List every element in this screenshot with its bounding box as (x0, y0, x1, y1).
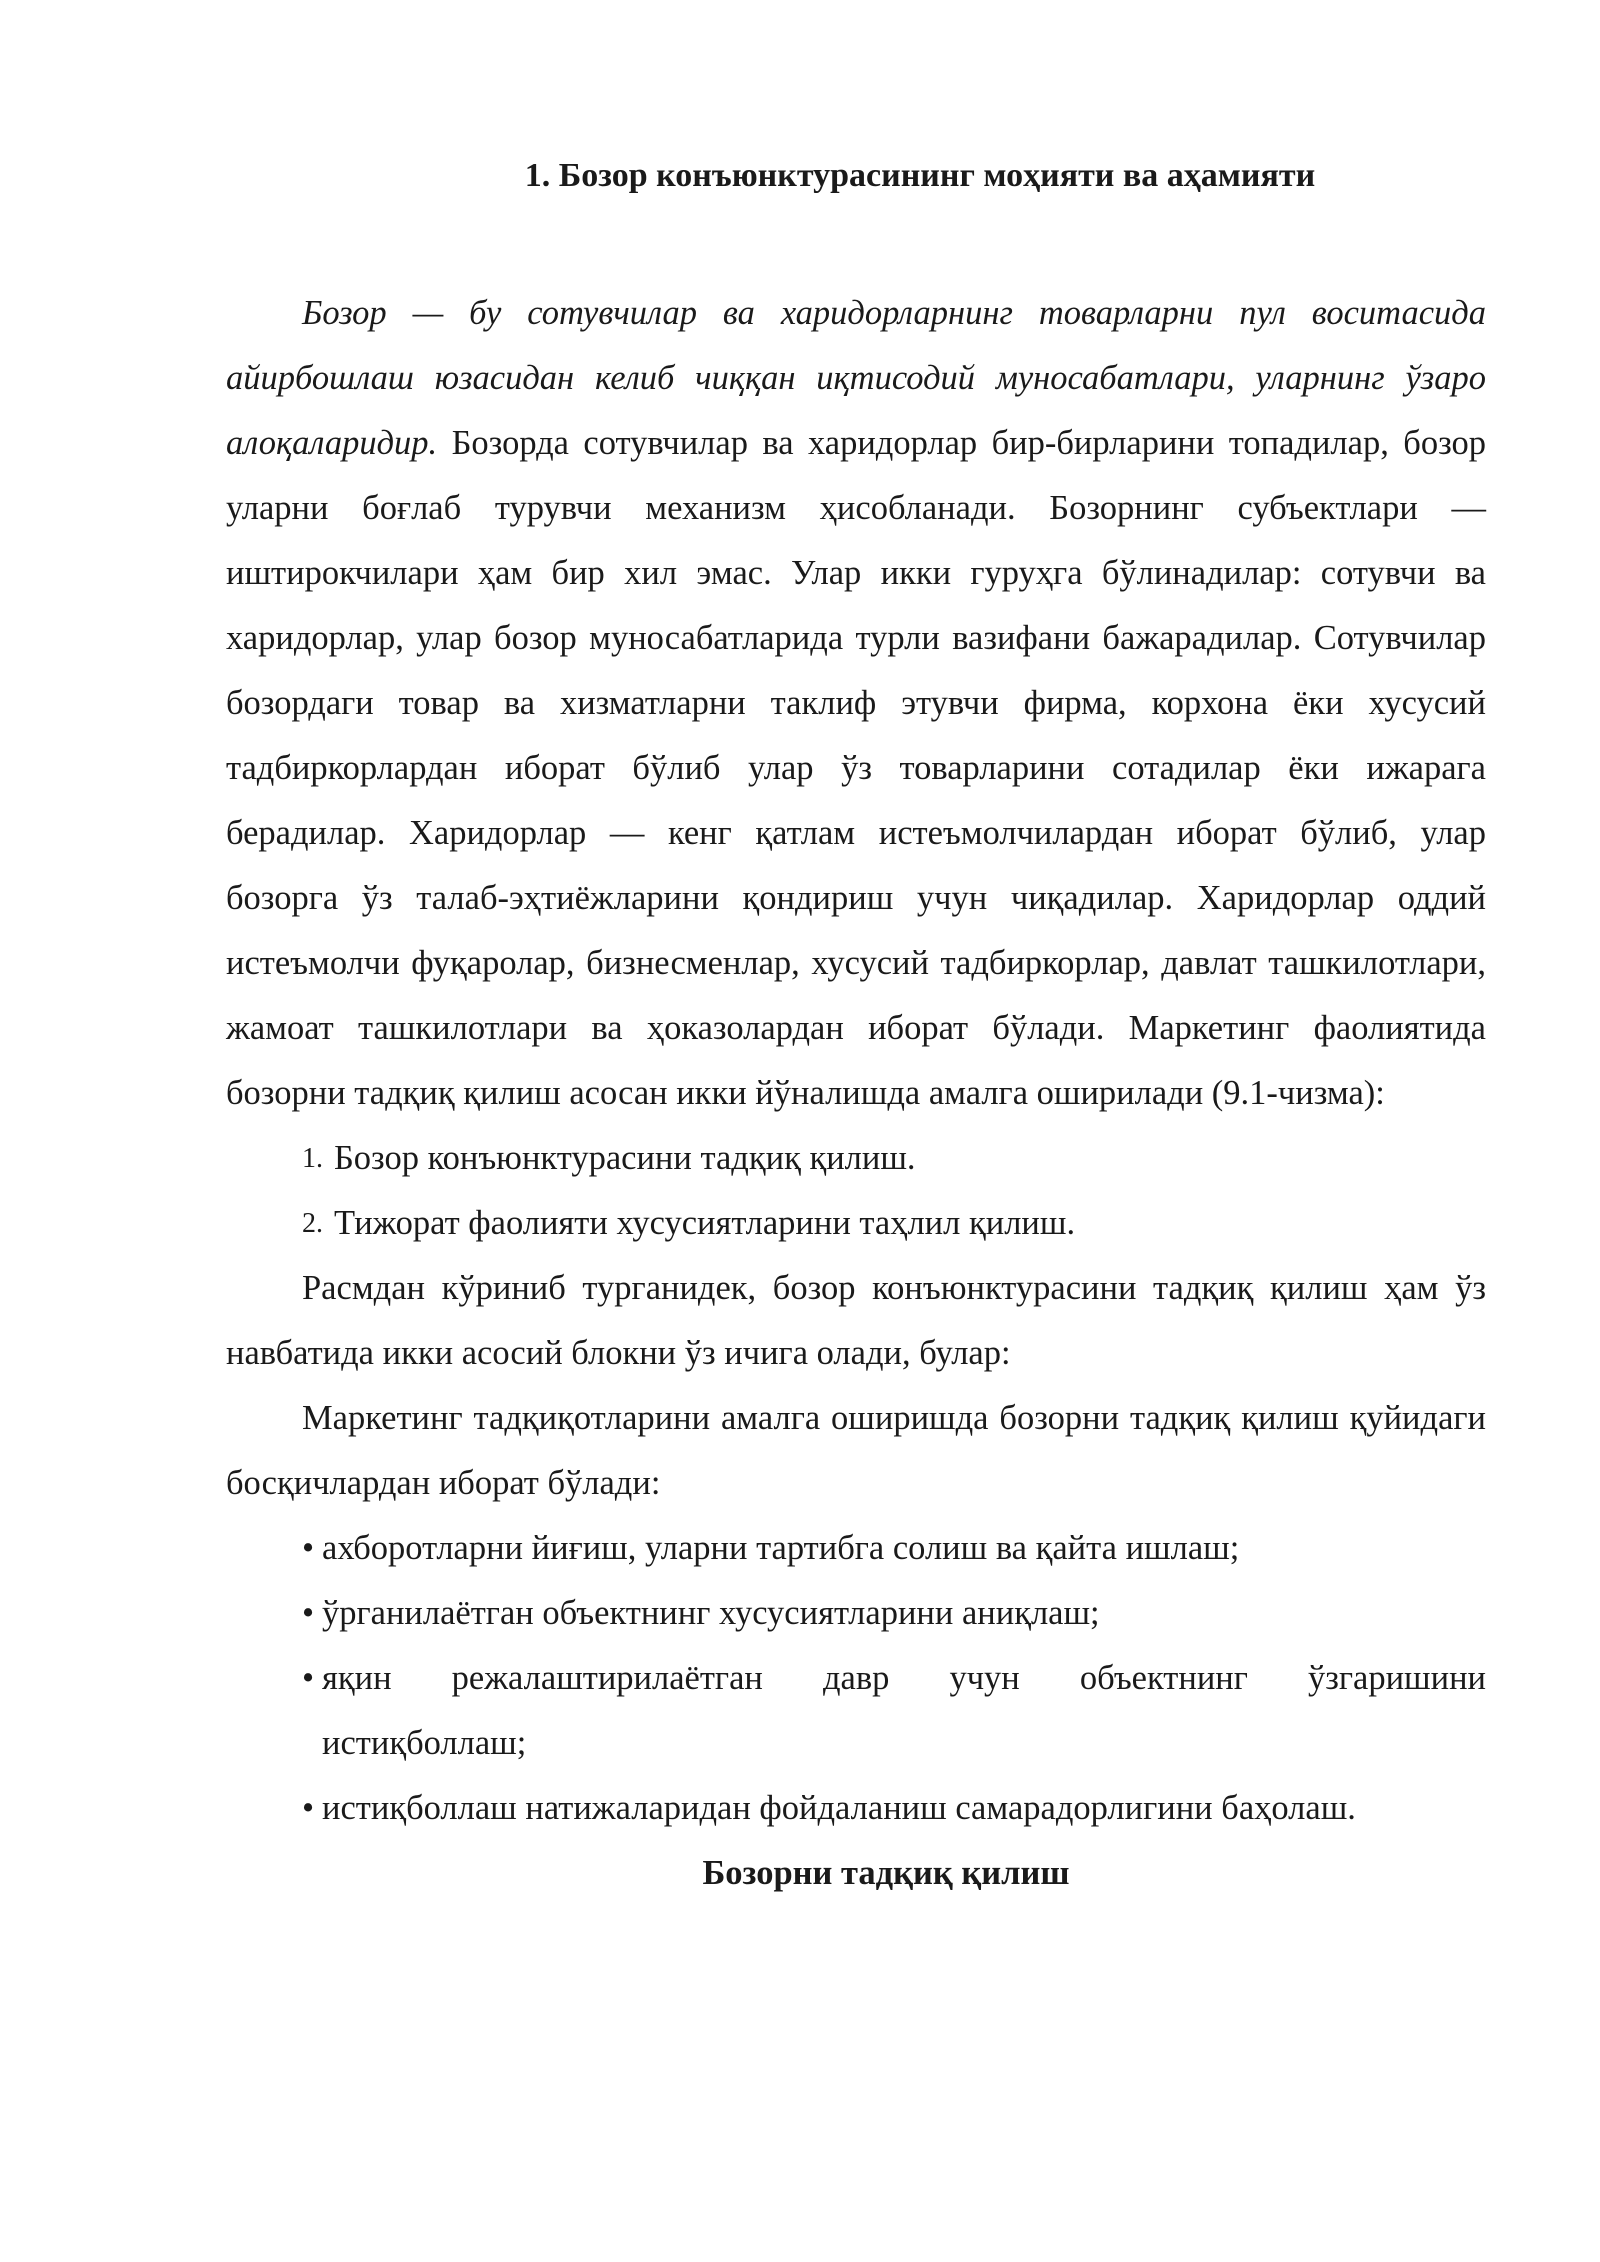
list-item-text: Тижорат фаолияти хусусиятларини таҳлил қилиш. (334, 1204, 1076, 1242)
bullet-icon: • (302, 1789, 315, 1827)
paragraph-research-stages: Маркетинг тадқиқотларини амалга оширишда бозорни тадқиқ қилиш қуйидаги босқичлардан иборат бўлади: (226, 1399, 1486, 1502)
list-item-text: Бозор конъюнктурасини тадқиқ қилиш. (334, 1139, 916, 1177)
bullet-icon: • (302, 1594, 315, 1632)
bullet-item-text: ўрганилаётган объектнинг хусусиятларини аниқлаш; (322, 1594, 1100, 1632)
list-item (302, 1126, 1486, 1191)
document-body (226, 281, 1486, 1906)
bullet-item (302, 1646, 1486, 1711)
paragraph-figure-note: Расмдан кўриниб турганидек, бозор конъюнктурасини тадқиқ қилиш ҳам ўз навбатида икки асосий блокни ўз ичига олади, булар: (226, 1269, 1486, 1372)
market-definition: Бозор — бу сотувчилар ва харидорларнинг товарларни пул воситасида айирбошлаш юзасидан келиб чиққан иқтисодий муносабатлари, уларнинг ўзаро алоқаларидир. (226, 294, 1486, 462)
bullet-list (226, 1516, 1486, 1841)
intro-paragraph (226, 281, 1486, 1126)
section-title: 1. Бозор конъюнктурасининг моҳияти ва аҳамияти (524, 157, 1316, 194)
bullet-item-text: истиқболлаш натижаларидан фойдаланиш самарадорлигини баҳолаш. (322, 1789, 1356, 1827)
bullet-item (302, 1581, 1486, 1646)
list-item (302, 1191, 1486, 1256)
bullet-item-text: истиқболлаш; (322, 1724, 527, 1762)
bullet-icon: • (302, 1659, 315, 1697)
subheading: Бозорни тадқиқ қилиш (702, 1854, 1070, 1892)
list-number: 1. (302, 1143, 323, 1174)
intro-text: Бозорда сотувчилар ва харидорлар бир-бирларини топадилар, бозор уларни боғлаб турувчи механизм ҳисобланади. Бозорнинг субъектлари — иштирокчилари ҳам бир хил эмас. Улар икки гуруҳга бўлинадилар: сотувчи ва харидорлар, улар бозор муносабатларида турли вазифани бажарадилар. Сотувчилар бозордаги товар ва хизматларни таклиф этувчи фирма, корхона ёки хусусий тадбиркорлардан иборат бўлиб улар ўз товарларини сотадилар ёки ижарага берадилар. Харидорлар — кенг қатлам истеъмолчилардан иборат бўлиб, улар бозорга ўз талаб-эҳтиёжларини қондириш учун чиқадилар. Харидорлар оддий истеъмолчи фуқаролар, бизнесменлар, хусусий тадбиркорлар, давлат ташкилотлари, жамоат ташкилотлари ва ҳоказолардан иборат бўлади. Маркетинг фаолиятида бозорни тадқиқ қилиш асосан икки йўналишда амалга оширилади (9.1-чизма): (226, 424, 1486, 1112)
list-number: 2. (302, 1208, 323, 1239)
bullet-item (302, 1776, 1486, 1841)
bullet-item-text: ахборотларни йиғиш, уларни тартибга солиш ва қайта ишлаш; (322, 1529, 1240, 1567)
bullet-item-text: яқин режалаштирилаётган давр учун объектнинг ўзгаришини (322, 1659, 1486, 1697)
bullet-item-continuation (302, 1711, 1486, 1776)
bullet-item (302, 1516, 1486, 1581)
bullet-icon: • (302, 1529, 315, 1567)
numbered-list (226, 1126, 1486, 1256)
